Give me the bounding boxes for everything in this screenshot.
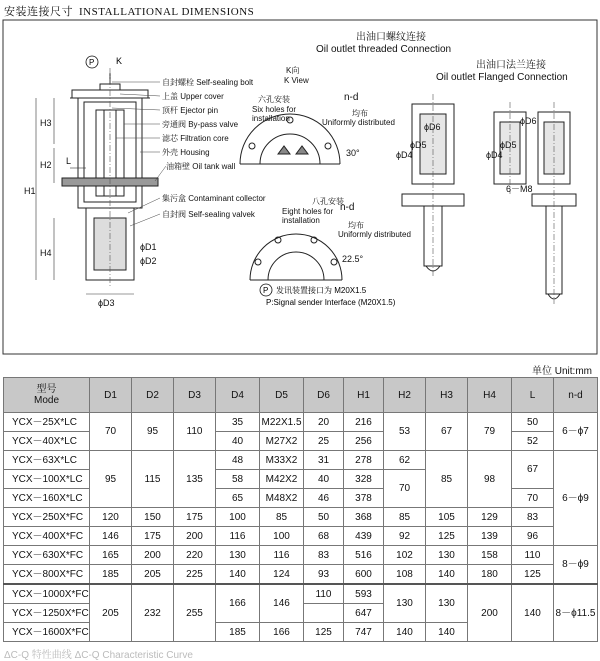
- cell-h2: 108: [384, 565, 426, 585]
- signal-interface: [260, 284, 396, 307]
- cell-h1: 647: [344, 604, 384, 623]
- cell-h4: 200: [468, 584, 512, 642]
- cell-d6: 20: [304, 413, 344, 432]
- signal-en: P:Signal sender Interface (M20X1.5): [266, 298, 396, 307]
- cell-l: 125: [512, 565, 554, 585]
- part-upper-cover: 上盖 Upper cover: [162, 92, 224, 101]
- cell-d5: 85: [260, 508, 304, 527]
- cell-h2: 62: [384, 451, 426, 470]
- part-oil-tank-wall: 油箱壁 Oil tank wall: [166, 162, 236, 171]
- cell-nd: 8－ϕ11.5: [554, 584, 598, 642]
- cell-d4: 166: [216, 584, 260, 623]
- k-view-en: K View: [284, 76, 309, 85]
- dim-d6-threaded: ϕD6: [424, 122, 441, 132]
- cell-h3: 140: [426, 565, 468, 585]
- cell-d6: 68: [304, 527, 344, 546]
- cell-model: YCX－25X*LC: [4, 413, 90, 432]
- cell-d2: 205: [132, 565, 174, 585]
- header-h3: H3: [426, 378, 468, 413]
- uniform-cn-six: 均布: [352, 109, 368, 118]
- eight-holes-en1: Eight holes for: [282, 207, 334, 216]
- cell-d3: 200: [174, 527, 216, 546]
- dim-m8: 6－M8: [506, 184, 533, 194]
- cell-model: YCX－1000X*FC: [4, 584, 90, 604]
- cell-h2: 53: [384, 413, 426, 451]
- cell-h3: 140: [426, 623, 468, 642]
- cell-d1: 95: [90, 451, 132, 508]
- cell-d6: 25: [304, 432, 344, 451]
- cell-nd: 6－ϕ7: [554, 413, 598, 451]
- header-model-en: Mode: [33, 395, 59, 406]
- dim-h2: H2: [40, 160, 52, 170]
- uniform-en-eight: Uniformly distributed: [338, 230, 411, 239]
- eight-holes-en2: installation: [282, 216, 320, 225]
- cell-d1: 205: [90, 584, 132, 642]
- dim-h4: H4: [40, 248, 52, 258]
- cell-d2: 175: [132, 527, 174, 546]
- six-holes-en1: Six holes for: [252, 105, 297, 114]
- header-h1: H1: [344, 378, 384, 413]
- cell-h4: 129: [468, 508, 512, 527]
- cell-model: YCX－100X*LC: [4, 470, 90, 489]
- part-ejector-pin: 顶杆 Ejector pin: [162, 106, 219, 115]
- cell-h2: 130: [384, 584, 426, 623]
- angle-22-5: 22.5°: [342, 254, 364, 264]
- cell-h4: 98: [468, 451, 512, 508]
- cell-h3: 85: [426, 451, 468, 508]
- cell-d5: M27X2: [260, 432, 304, 451]
- cell-d4: 58: [216, 470, 260, 489]
- part-self-sealing-valve: 自封阀 Self-sealing valvek: [162, 210, 255, 219]
- header-l: L: [512, 378, 554, 413]
- cell-d3: 175: [174, 508, 216, 527]
- cell-d3: 135: [174, 451, 216, 508]
- cell-d6: 31: [304, 451, 344, 470]
- cell-d4: 185: [216, 623, 260, 642]
- dim-d5-flanged: ϕD5: [500, 140, 517, 150]
- cell-h1: 747: [344, 623, 384, 642]
- part-filtration-core: 滤芯 Filtration core: [162, 134, 229, 143]
- signal-p-mark: P: [263, 286, 269, 295]
- cell-h2: 102: [384, 546, 426, 565]
- table-row: [4, 451, 598, 470]
- signal-cn: 发讯装置接口为 M20X1.5: [276, 286, 367, 295]
- cell-d5: 146: [260, 584, 304, 623]
- cell-d5: 116: [260, 546, 304, 565]
- cell-h3: 130: [426, 584, 468, 623]
- header-d4: D4: [216, 378, 260, 413]
- k-view-cn: K向: [286, 66, 300, 75]
- cell-d5: M22X1.5: [260, 413, 304, 432]
- part-housing: 外壳 Housing: [162, 148, 210, 157]
- cell-h2: 70: [384, 470, 426, 508]
- cell-h1: 278: [344, 451, 384, 470]
- cell-l: 67: [512, 451, 554, 489]
- header-row: [4, 378, 598, 413]
- cell-d4: 116: [216, 527, 260, 546]
- table-row: [4, 546, 598, 565]
- cell-d1: 120: [90, 508, 132, 527]
- cell-h1: 439: [344, 527, 384, 546]
- cell-d4: 100: [216, 508, 260, 527]
- cell-model: YCX－400X*FC: [4, 527, 90, 546]
- cell-h3: 105: [426, 508, 468, 527]
- cell-h2: 140: [384, 623, 426, 642]
- cell-d4: 48: [216, 451, 260, 470]
- cell-d5: 100: [260, 527, 304, 546]
- page-title: [4, 3, 254, 19]
- cell-d2: 115: [132, 451, 174, 508]
- dim-d6-flanged: ϕD6: [520, 116, 537, 126]
- cell-d2: 200: [132, 546, 174, 565]
- cell-l: 140: [512, 584, 554, 642]
- cell-d5: 124: [260, 565, 304, 585]
- eight-holes-cn: 八孔安装: [312, 197, 344, 206]
- dim-h1: H1: [24, 186, 36, 196]
- cell-model: YCX－800X*FC: [4, 565, 90, 585]
- cell-d4: 35: [216, 413, 260, 432]
- six-holes-cn: 六孔安装: [258, 95, 290, 104]
- cell-h2: 92: [384, 527, 426, 546]
- cell-d3: 220: [174, 546, 216, 565]
- cell-d6: 125: [304, 623, 344, 642]
- cell-d1: 146: [90, 527, 132, 546]
- flanged-cn: 出油口法兰连接: [476, 60, 546, 71]
- cell-model: YCX－250X*FC: [4, 508, 90, 527]
- cell-h1: 256: [344, 432, 384, 451]
- threaded-en: Oil outlet threaded Connection: [316, 44, 452, 55]
- dim-d5-threaded: ϕD5: [410, 140, 427, 150]
- dim-h3: H3: [40, 118, 52, 128]
- six-holes-en2: installation: [252, 114, 290, 123]
- cell-model: YCX－40X*LC: [4, 432, 90, 451]
- header-d5: D5: [260, 378, 304, 413]
- cell-h4: 139: [468, 527, 512, 546]
- cell-d5: M42X2: [260, 470, 304, 489]
- cell-d6: 110: [304, 584, 344, 604]
- cell-h2: 85: [384, 508, 426, 527]
- cell-h3: 130: [426, 546, 468, 565]
- cell-h4: 79: [468, 413, 512, 451]
- cell-l: 50: [512, 413, 554, 432]
- uniform-en-six: Uniformly distributed: [322, 118, 395, 127]
- cell-model: YCX－160X*LC: [4, 489, 90, 508]
- cell-model: YCX－63X*LC: [4, 451, 90, 470]
- cell-h1: 368: [344, 508, 384, 527]
- cell-d4: 140: [216, 565, 260, 585]
- header-d2: D2: [132, 378, 174, 413]
- title-cn: 安装连接尺寸: [4, 6, 73, 18]
- cell-h3: 125: [426, 527, 468, 546]
- table-row: [4, 413, 598, 432]
- cell-d1: 70: [90, 413, 132, 451]
- table-row: [4, 565, 598, 585]
- cell-d6: 40: [304, 470, 344, 489]
- cell-l: 83: [512, 508, 554, 527]
- title-en: INSTALLATIONAL DIMENSIONS: [79, 6, 255, 18]
- header-h2: H2: [384, 378, 426, 413]
- cell-d3: 255: [174, 584, 216, 642]
- cell-nd: 6－ϕ9: [554, 451, 598, 546]
- cell-d5: 166: [260, 623, 304, 642]
- cell-d6: [304, 604, 344, 623]
- cell-h4: 158: [468, 546, 512, 565]
- cell-nd: 8－ϕ9: [554, 546, 598, 585]
- table-row: [4, 508, 598, 527]
- cell-l: 70: [512, 489, 554, 508]
- cell-l: 52: [512, 432, 554, 451]
- k-mark: K: [116, 56, 123, 66]
- cell-d1: 165: [90, 546, 132, 565]
- eight-hole-flange: [250, 234, 342, 280]
- cell-d6: 83: [304, 546, 344, 565]
- cell-d3: 225: [174, 565, 216, 585]
- unit-label: 单位 Unit:mm: [532, 366, 592, 377]
- cell-d2: 95: [132, 413, 174, 451]
- cell-h1: 516: [344, 546, 384, 565]
- cell-d4: 65: [216, 489, 260, 508]
- cell-l: 96: [512, 527, 554, 546]
- p-marker: [86, 56, 122, 68]
- nd-eight: n-d: [340, 202, 355, 213]
- cell-d6: 46: [304, 489, 344, 508]
- header-d6: D6: [304, 378, 344, 413]
- cell-d4: 40: [216, 432, 260, 451]
- cell-d6: 50: [304, 508, 344, 527]
- installation-drawing: [0, 18, 600, 358]
- table-row: [4, 527, 598, 546]
- header-d1: D1: [90, 378, 132, 413]
- cell-h1: 328: [344, 470, 384, 489]
- dim-l: L: [66, 156, 72, 166]
- cell-h1: 593: [344, 584, 384, 604]
- threaded-cn: 出油口螺纹连接: [356, 32, 426, 43]
- cell-d1: 185: [90, 565, 132, 585]
- cell-model: YCX－630X*FC: [4, 546, 90, 565]
- cell-d2: 232: [132, 584, 174, 642]
- dim-d1: ϕD1: [140, 242, 157, 252]
- part-contaminant-collector: 集污盒 Contaminant collector: [162, 194, 266, 203]
- header-h4: H4: [468, 378, 512, 413]
- flanged-en: Oil outlet Flanged Connection: [436, 72, 568, 83]
- header-nd: n-d: [554, 378, 598, 413]
- header-d3: D3: [174, 378, 216, 413]
- cell-d5: M48X2: [260, 489, 304, 508]
- part-self-sealing-bolt: 自封螺栓 Self-sealing bolt: [162, 78, 254, 87]
- header-model-cn: 型号: [36, 384, 57, 395]
- part-leaders: [112, 82, 166, 226]
- cell-h4: 180: [468, 565, 512, 585]
- cell-l: 110: [512, 546, 554, 565]
- cell-d6: 93: [304, 565, 344, 585]
- cell-model: YCX－1600X*FC: [4, 623, 90, 642]
- cell-d2: 150: [132, 508, 174, 527]
- uniform-cn-eight: 均布: [348, 221, 364, 230]
- part-bypass-valve: 旁通阀 By-pass valve: [162, 120, 239, 129]
- spec-table: [3, 377, 598, 642]
- cell-h1: 600: [344, 565, 384, 585]
- cell-model: YCX－1250X*FC: [4, 604, 90, 623]
- cell-d3: 110: [174, 413, 216, 451]
- cell-d5: M33X2: [260, 451, 304, 470]
- p-mark: P: [89, 58, 95, 67]
- footer-caption: ΔC-Q 特性曲线 ΔC-Q Characteristic Curve: [4, 650, 193, 661]
- cell-d4: 130: [216, 546, 260, 565]
- dim-d3: ϕD3: [98, 298, 115, 308]
- table-row: [4, 584, 598, 604]
- header-model: [4, 378, 90, 413]
- cell-h1: 378: [344, 489, 384, 508]
- dim-d4-flanged: ϕD4: [486, 150, 503, 160]
- cell-h1: 216: [344, 413, 384, 432]
- dim-d4-threaded: ϕD4: [396, 150, 413, 160]
- nd-six: n-d: [344, 92, 359, 103]
- dim-d2: ϕD2: [140, 256, 157, 266]
- angle-30: 30°: [346, 148, 360, 158]
- cell-h3: 67: [426, 413, 468, 451]
